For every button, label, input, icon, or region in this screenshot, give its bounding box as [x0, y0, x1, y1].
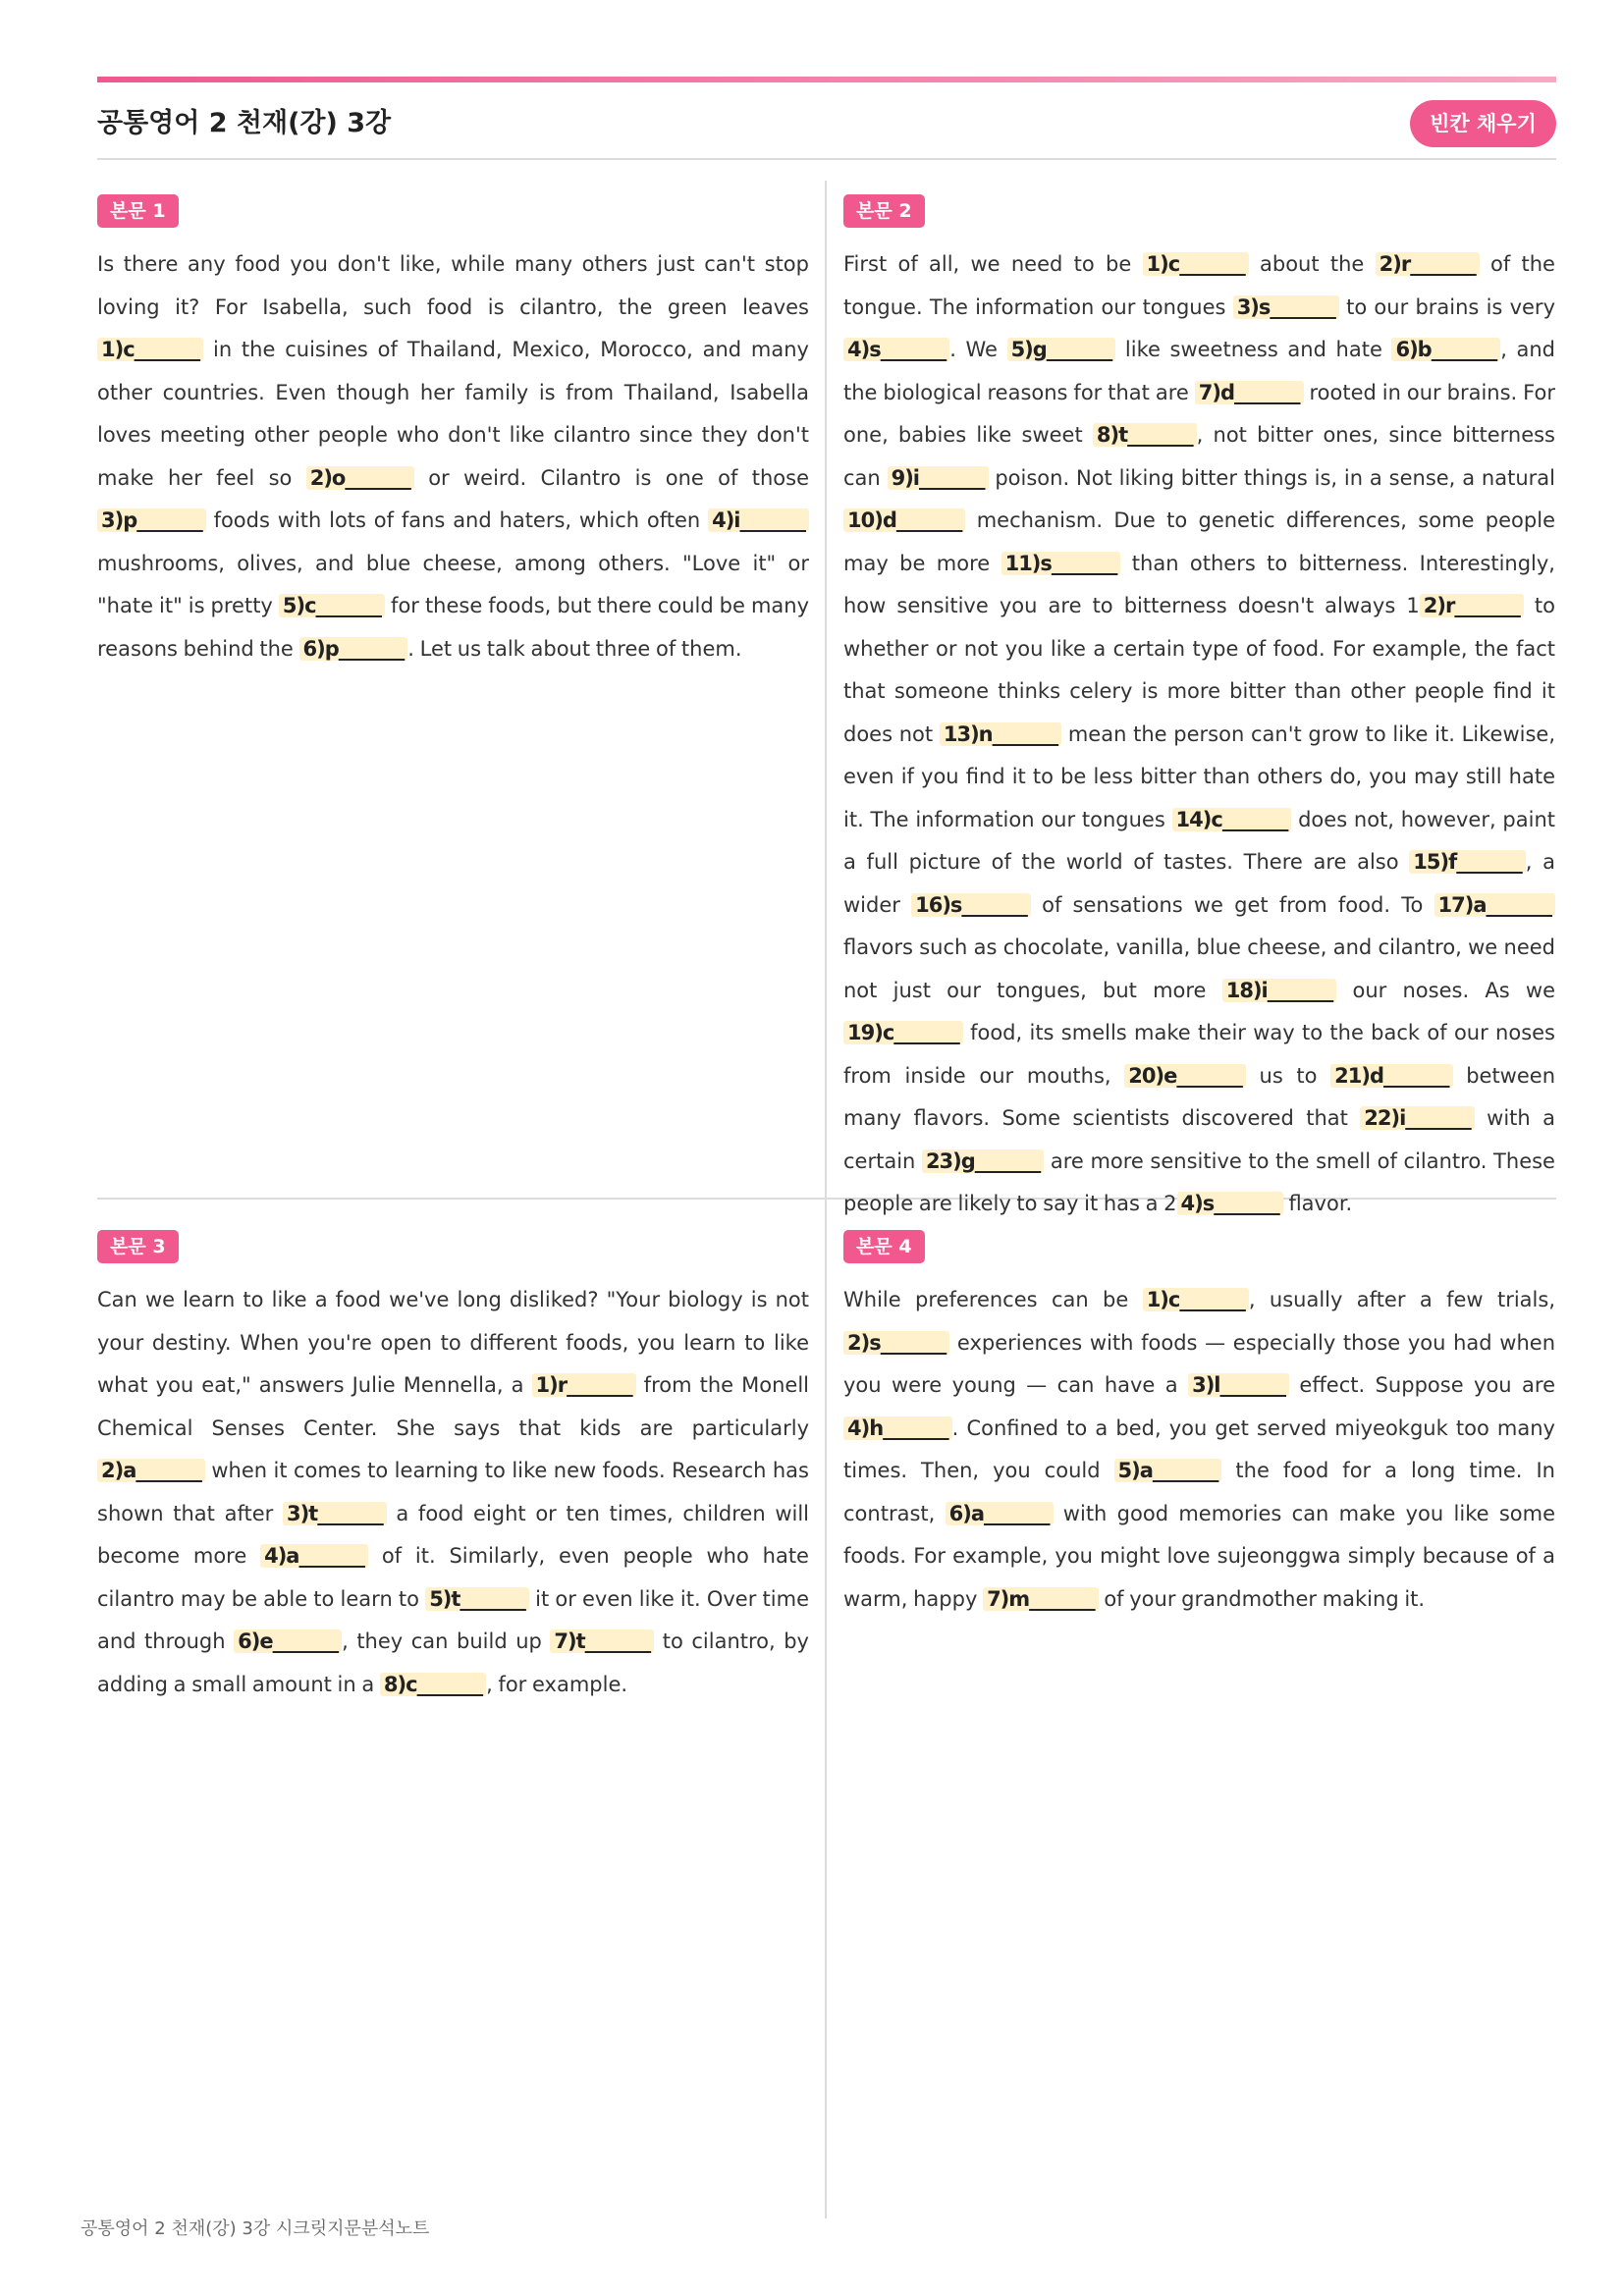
fill-in-blank[interactable]: 11)s_______: [1001, 552, 1121, 575]
fill-in-blank[interactable]: 21)d_______: [1330, 1064, 1452, 1088]
fill-in-blank[interactable]: 5)a_______: [1114, 1459, 1222, 1482]
passage-run: like sweetness and hate: [1115, 338, 1392, 361]
passage-run: or weird. Cilantro is one of those: [413, 465, 809, 490]
fill-in-blank[interactable]: 15)f_______: [1409, 850, 1525, 874]
passage-run: , a wider: [843, 850, 1555, 917]
passage-run: of sensations we get from food. To: [1030, 892, 1434, 917]
fill-in-blank[interactable]: 2)s_______: [843, 1331, 949, 1355]
passage-run: , not bitter ones, since bitterness can: [843, 423, 1555, 490]
fill-in-blank[interactable]: 3)t_______: [283, 1502, 387, 1525]
passage-text: [843, 1279, 1555, 1621]
passage-run: between many flavors. Some scientists discovered that: [843, 1063, 1556, 1130]
passage-run: from the Monell Chemical Senses Center. She says that kids are particularly: [97, 1373, 810, 1440]
passage-run: poison. Not liking bitter things is, in a sense, a natural: [988, 465, 1555, 490]
passage-run: our noses. As we: [1336, 978, 1555, 1002]
page-title: 공통영어 2 천재(강) 3강: [97, 108, 392, 138]
passage-run: to cilantro, by adding a small amount in a: [97, 1629, 809, 1696]
passage-run: mechanism. Due to genetic differences, some people may be more: [843, 508, 1555, 575]
fill-in-blank[interactable]: 6)b_______: [1391, 338, 1500, 361]
passage-run: food, its smells make their way to the back of our noses from inside our mouths,: [843, 1021, 1555, 1088]
section-label: 본문 2: [843, 194, 925, 228]
fill-in-blank[interactable]: 5)c_______: [279, 594, 385, 617]
passage-section-4: [843, 1230, 1555, 1621]
passage-text: [97, 1279, 809, 1706]
passage-run: of the tongue. The information our tongues: [843, 252, 1555, 319]
fill-in-blank[interactable]: 5)t_______: [425, 1587, 529, 1611]
fill-in-blank[interactable]: 2)r_______: [1420, 594, 1524, 617]
fill-in-blank[interactable]: 4)a_______: [260, 1544, 368, 1568]
section-label: 본문 1: [97, 194, 179, 228]
passage-run: about the: [1248, 252, 1376, 276]
fill-in-blank[interactable]: 19)c_______: [843, 1021, 963, 1044]
fill-in-blank[interactable]: 17)a_______: [1434, 893, 1556, 917]
passage-run: , for example.: [486, 1672, 628, 1696]
passage-run: the food for a long time. In contrast,: [843, 1459, 1555, 1525]
passage-run: . Let us talk about three of them.: [407, 636, 742, 661]
title-divider: [97, 158, 1556, 160]
fill-in-blank[interactable]: 5)g_______: [1007, 338, 1116, 361]
passage-run: than others to bitterness. Interestingly, how sensitive you are to bitterness doesn't always 1: [843, 551, 1555, 617]
passage-run: with a certain: [843, 1106, 1555, 1173]
passage-run: when it comes to learning to like new foods. Research has shown that after: [97, 1459, 809, 1525]
passage-section-3: [97, 1230, 809, 1706]
passage-run: are more sensitive to the smell of cilantro. These people are likely to say it has a 2: [843, 1148, 1555, 1215]
fill-in-blank[interactable]: 8)c_______: [380, 1673, 486, 1696]
fill-in-blank[interactable]: 3)l_______: [1188, 1373, 1289, 1397]
passage-run: it or even like it. Over time and through: [97, 1586, 809, 1653]
passage-run: to our brains is very: [1338, 294, 1555, 319]
passage-text: [843, 243, 1555, 1226]
fill-in-blank[interactable]: 3)s_______: [1233, 295, 1339, 319]
fill-in-blank[interactable]: 4)s_______: [1177, 1192, 1283, 1215]
fill-in-blank[interactable]: 2)r_______: [1376, 252, 1480, 276]
passage-run: for these foods, but there could be many reasons behind the: [97, 594, 810, 661]
fill-in-blank[interactable]: 6)p_______: [299, 637, 408, 661]
passage-run: to whether or not you like a certain type of food. For example, the fact that someone thinks celery is more bitter than other people find it does not: [843, 594, 1555, 746]
passage-run: flavors such as chocolate, vanilla, blue cheese, and cilantro, we need not just our tongues, but more: [843, 935, 1555, 1002]
fill-in-blank[interactable]: 2)a_______: [97, 1459, 205, 1482]
passage-run: , they can build up: [342, 1629, 551, 1653]
fill-in-blank[interactable]: 6)e_______: [234, 1629, 342, 1653]
passage-run: of your grandmother making it.: [1098, 1586, 1426, 1611]
passage-run: First of all, we need to be: [843, 252, 1143, 276]
fill-in-blank[interactable]: 4)h_______: [843, 1416, 952, 1440]
passage-run: does not, however, paint a full picture of the world of tastes. There are also: [843, 807, 1556, 874]
section-label: 본문 4: [843, 1230, 925, 1263]
fill-in-blank[interactable]: 7)m_______: [983, 1587, 1099, 1611]
passage-run: of it. Similarly, even people who hate cilantro may be able to learn to: [97, 1544, 809, 1611]
passage-run: effect. Suppose you are: [1289, 1373, 1556, 1397]
page-footer: 공통영어 2 천재(강) 3강 시크릿지문분석노트: [81, 2218, 430, 2239]
passage-run: in the cuisines of Thailand, Mexico, Morocco, and many other countries. Even though her family is from Thailand, Isabella loves meeting other people who don't like cilantro since they don't make her feel so: [97, 338, 809, 490]
passage-run: Is there any food you don't like, while many others just can't stop loving it? For Isabella, such food is cilantro, the green leaves: [97, 252, 809, 319]
section-label: 본문 3: [97, 1230, 179, 1263]
passage-section-2: [843, 194, 1555, 1226]
fill-in-blank[interactable]: 7)d_______: [1195, 381, 1304, 404]
passage-run: with good memories can make you like some foods. For example, you might love sujeonggwa simply because of a warm, happy: [843, 1501, 1555, 1611]
fill-in-blank[interactable]: 8)t_______: [1093, 423, 1197, 447]
fill-in-blank[interactable]: 18)i_______: [1222, 979, 1337, 1002]
column-divider: [825, 181, 827, 2218]
passage-run: , usually after a few trials,: [1248, 1288, 1555, 1311]
fill-in-blank[interactable]: 9)i_______: [888, 466, 989, 490]
passage-text: [97, 243, 809, 670]
passage-run: . We: [949, 338, 1007, 361]
fill-in-blank[interactable]: 23)g_______: [922, 1149, 1044, 1173]
fill-in-blank[interactable]: 6)a_______: [946, 1502, 1054, 1525]
fill-in-blank[interactable]: 4)s_______: [843, 338, 949, 361]
fill-in-blank[interactable]: 20)e_______: [1124, 1064, 1246, 1088]
passage-run: mushrooms, olives, and blue cheese, among others. "Love it" or "hate it" is pretty: [97, 551, 809, 617]
mode-badge[interactable]: 빈칸 채우기: [1410, 100, 1556, 147]
fill-in-blank[interactable]: 1)c_______: [1143, 252, 1249, 276]
passage-run: a food eight or ten times, children will become more: [97, 1501, 809, 1568]
fill-in-blank[interactable]: 7)t_______: [550, 1629, 654, 1653]
passage-run: foods with lots of fans and haters, which often: [205, 508, 709, 532]
passage-run: flavor.: [1282, 1192, 1353, 1215]
fill-in-blank[interactable]: 3)p_______: [97, 508, 206, 532]
passage-run: experiences with foods — especially those you had when you were young — can have a: [843, 1330, 1555, 1397]
fill-in-blank[interactable]: 2)o_______: [306, 466, 414, 490]
passage-run: Can we learn to like a food we've long disliked? "Your biology is not your destiny. When you're open to different foods, you learn to like what you eat," answers Julie Mennella, a: [97, 1288, 809, 1397]
fill-in-blank[interactable]: 22)i_______: [1360, 1106, 1475, 1130]
passage-run: . Confined to a bed, you get served miyeokguk too many times. Then, you could: [843, 1415, 1555, 1482]
fill-in-blank[interactable]: 16)s_______: [911, 893, 1031, 917]
passage-run: rooted in our brains. For one, babies like sweet: [843, 380, 1555, 447]
fill-in-blank[interactable]: 1)r_______: [532, 1373, 636, 1397]
passage-run: , and the biological reasons for that are: [843, 338, 1556, 404]
passage-run: mean the person can't grow to like it. Likewise, even if you find it to be less bitter than others do, you may still hate it. The information our tongues: [843, 721, 1556, 831]
fill-in-blank[interactable]: 1)c_______: [1143, 1288, 1249, 1311]
fill-in-blank[interactable]: 1)c_______: [97, 338, 203, 361]
fill-in-blank[interactable]: 4)i_______: [708, 508, 809, 532]
header-accent-bar: [97, 77, 1556, 82]
passage-run: While preferences can be: [843, 1288, 1143, 1311]
fill-in-blank[interactable]: 14)c_______: [1172, 808, 1292, 831]
passage-run: us to: [1245, 1063, 1331, 1088]
fill-in-blank[interactable]: 10)d_______: [843, 508, 965, 532]
fill-in-blank[interactable]: 13)n_______: [940, 722, 1061, 746]
passage-section-1: [97, 194, 809, 670]
